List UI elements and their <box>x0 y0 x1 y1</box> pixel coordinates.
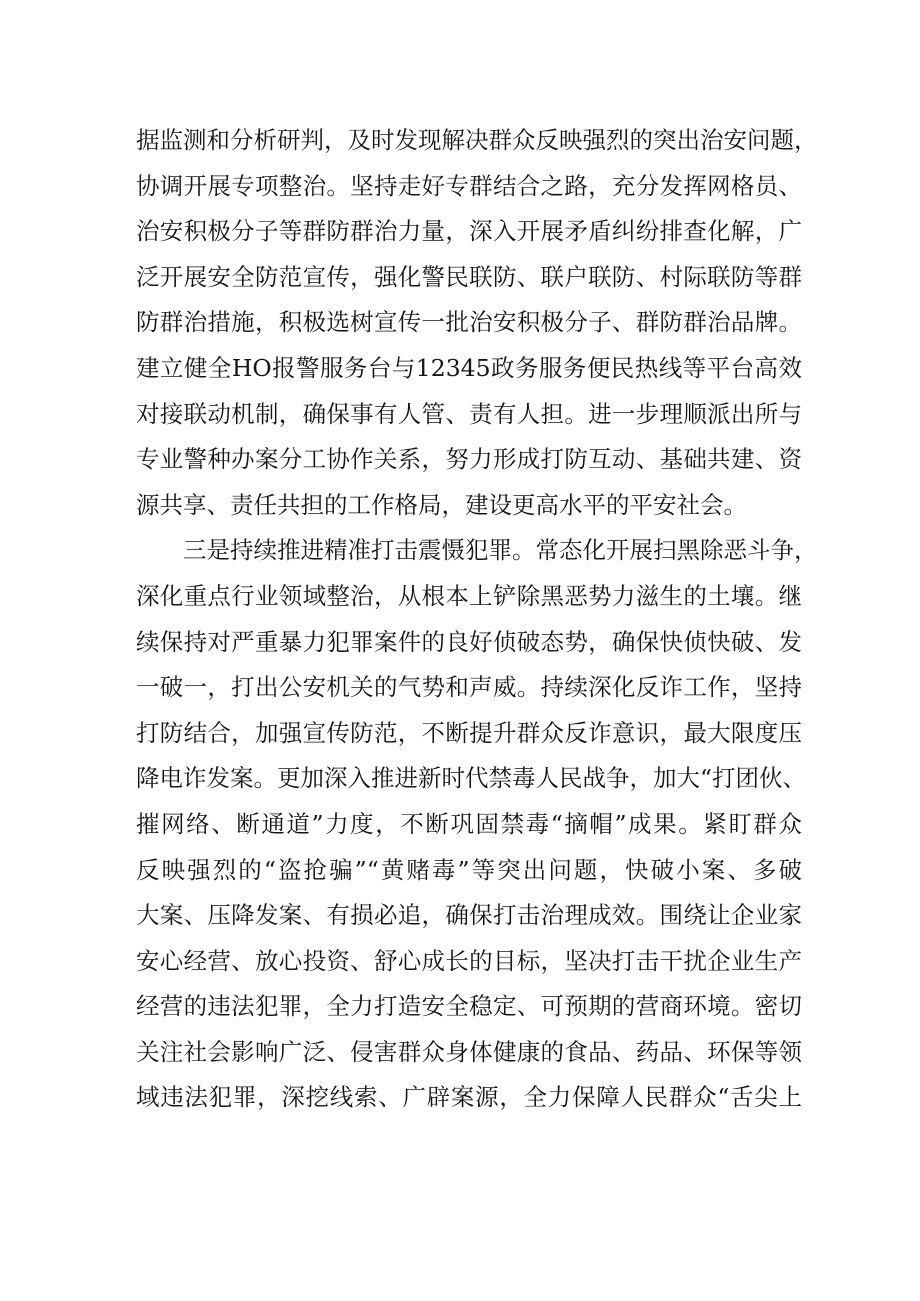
text-line: 摧网络、断通道”力度，不断巩固禁毒“摘帽”成果。紧盯群众 <box>136 809 802 838</box>
document-body <box>136 118 818 1121</box>
text-line: 打防结合，加强宣传防范，不断提升群众反诈意识，最大限度压 <box>136 718 802 747</box>
text-line: 降电诈发案。更加深入推进新时代禁毒人民战争，加大“打团伙、 <box>136 764 807 793</box>
text-line: 防群治措施，积极选树宣传一批治安积极分子、群防群治品牌。 <box>136 308 802 337</box>
text-line: 治安积极分子等群防群治力量，深入开展矛盾纠纷排查化解，广 <box>136 217 802 246</box>
text-line: 建立健全HO报警服务台与12345政务服务便民热线等平台高效 <box>136 353 802 382</box>
text-line: 对接联动机制，确保事有人管、责有人担。进一步理顺派出所与 <box>136 399 802 428</box>
text-line: 专业警种办案分工协作关系，努力形成打防互动、基础共建、资 <box>136 445 802 474</box>
paragraph-2 <box>136 528 818 1121</box>
text-line: 一破一，打出公安机关的气势和声威。持续深化反诈工作，坚持 <box>136 673 802 702</box>
text-line: 据监测和分析研判，及时发现解决群众反映强烈的突出治安问题， <box>136 126 818 154</box>
text-line: 经营的违法犯罪，全力打造安全稳定、可预期的营商环境。密切 <box>136 992 802 1021</box>
text-line: 续保持对严重暴力犯罪案件的良好侦破态势，确保快侦快破、发 <box>136 627 802 656</box>
paragraph-1 <box>136 118 818 528</box>
text-line: 大案、压降发案、有损必追，确保打击治理成效。围绕让企业家 <box>136 901 802 930</box>
text-line: 协调开展专项整治。坚持走好专群结合之路，充分发挥网格员、 <box>136 171 802 200</box>
text-line: 域违法犯罪，深挖线索、广辟案源，全力保障人民群众“舌尖上 <box>136 1083 802 1112</box>
text-line: 源共享、责任共担的工作格局，建设更高水平的平安社会。 <box>136 490 747 519</box>
text-line: 深化重点行业领域整治，从根本上铲除黑恶势力滋生的土壤。继 <box>136 581 802 610</box>
text-line: 安心经营、放心投资、舒心成长的目标，坚决打击干扰企业生产 <box>136 946 802 975</box>
text-line: 关注社会影响广泛、侵害群众身体健康的食品、药品、环保等领 <box>136 1037 802 1066</box>
text-line: 反映强烈的“盗抢骗”“黄赌毒”等突出问题，快破小案、多破 <box>136 855 802 884</box>
text-line: 泛开展安全防范宣传，强化警民联防、联户联防、村际联防等群 <box>136 262 802 291</box>
text-line: 三是持续推进精准打击震慑犯罪。常态化开展扫黑除恶斗争， <box>183 536 818 565</box>
